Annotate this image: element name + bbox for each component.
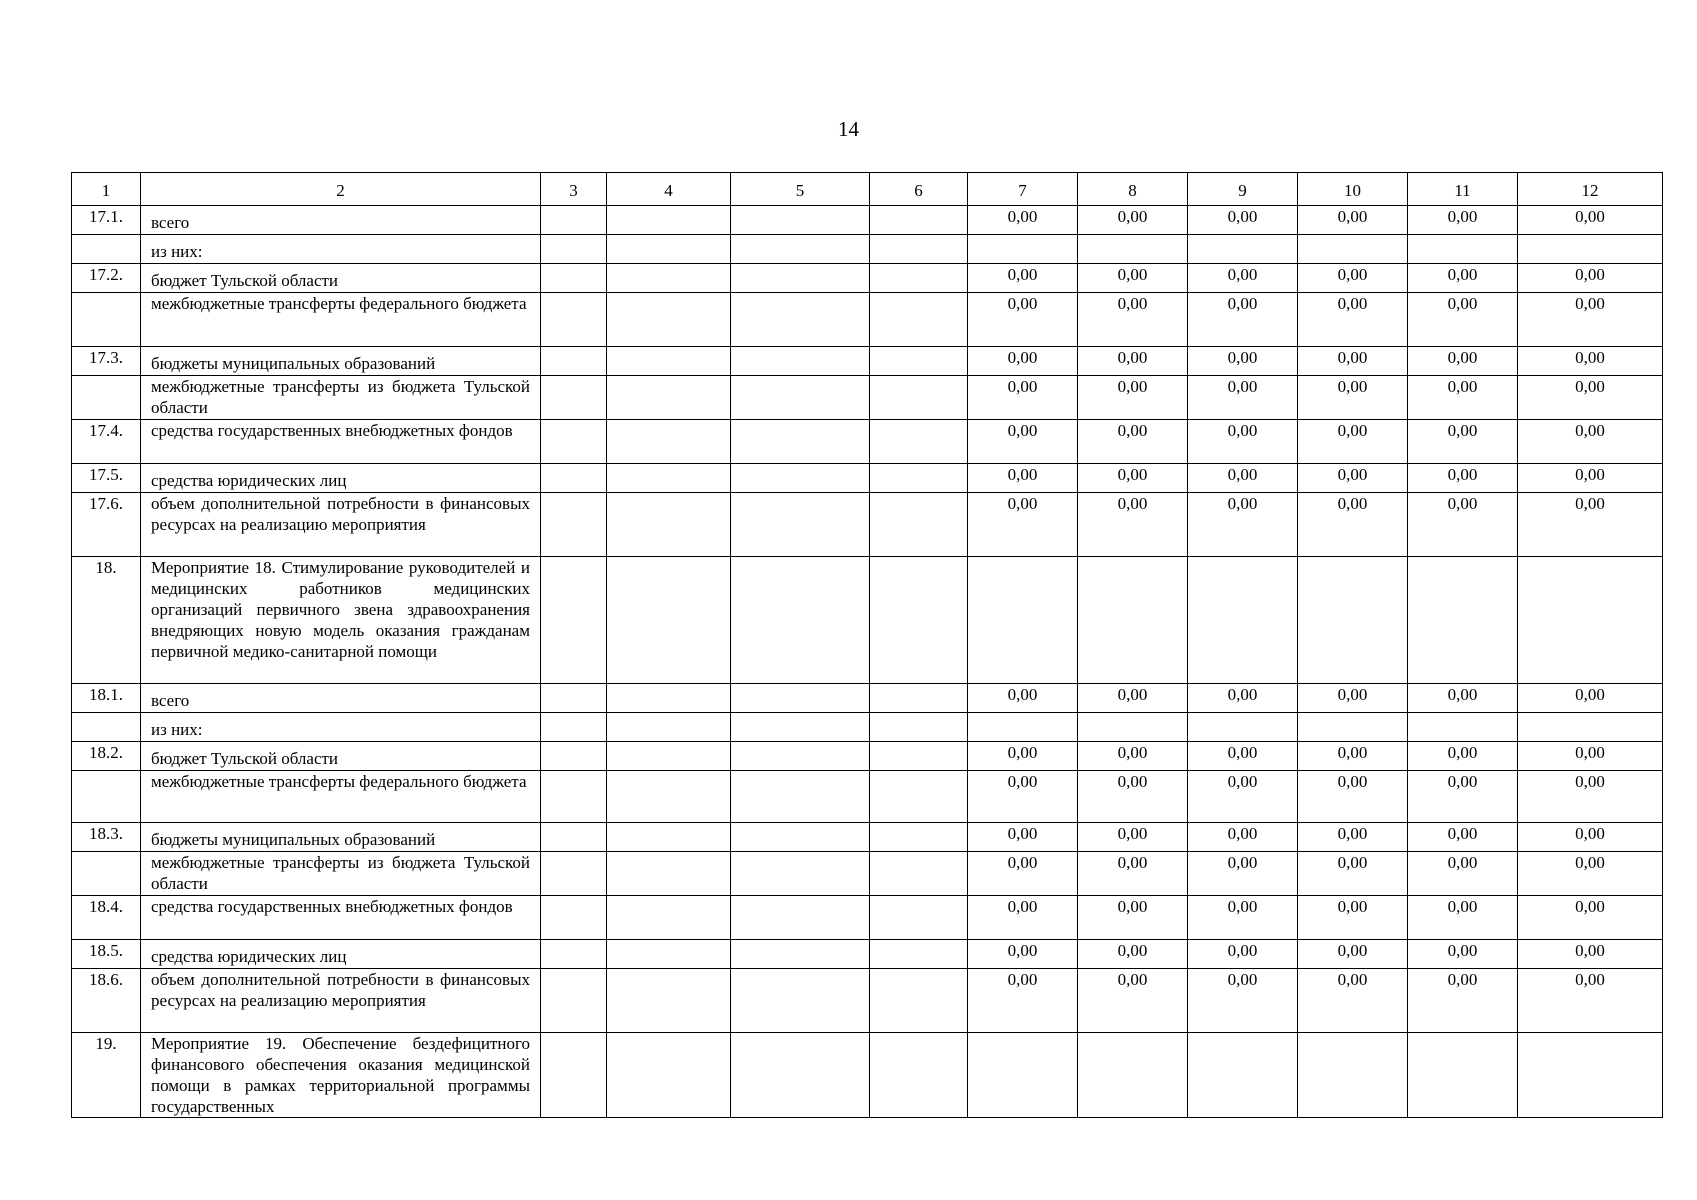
empty-cell bbox=[870, 742, 968, 771]
value-cell: 0,00 bbox=[968, 823, 1078, 852]
value-cell: 0,00 bbox=[1518, 206, 1663, 235]
empty-cell bbox=[607, 235, 731, 264]
value-cell: 0,00 bbox=[1078, 969, 1188, 1033]
value-cell bbox=[968, 235, 1078, 264]
value-cell bbox=[1408, 557, 1518, 684]
empty-cell bbox=[731, 684, 870, 713]
value-cell: 0,00 bbox=[1188, 852, 1298, 896]
value-cell bbox=[1188, 235, 1298, 264]
empty-cell bbox=[607, 852, 731, 896]
table-row bbox=[72, 713, 1663, 742]
value-cell: 0,00 bbox=[1298, 771, 1408, 823]
empty-cell bbox=[731, 264, 870, 293]
empty-cell bbox=[607, 969, 731, 1033]
value-cell: 0,00 bbox=[968, 264, 1078, 293]
header-cell: 1 bbox=[72, 173, 141, 206]
value-cell: 0,00 bbox=[1078, 264, 1188, 293]
value-cell: 0,00 bbox=[1408, 940, 1518, 969]
row-number bbox=[72, 235, 141, 264]
value-cell bbox=[1078, 235, 1188, 264]
empty-cell bbox=[731, 896, 870, 940]
header-cell: 11 bbox=[1408, 173, 1518, 206]
value-cell: 0,00 bbox=[1188, 940, 1298, 969]
empty-cell bbox=[731, 347, 870, 376]
value-cell: 0,00 bbox=[1188, 264, 1298, 293]
table-row bbox=[72, 742, 1663, 771]
value-cell bbox=[1408, 1033, 1518, 1118]
value-cell: 0,00 bbox=[1298, 493, 1408, 557]
value-cell bbox=[1078, 713, 1188, 742]
row-number: 17.5. bbox=[72, 464, 141, 493]
value-cell: 0,00 bbox=[1078, 852, 1188, 896]
row-description: средства юридических лиц bbox=[141, 940, 541, 969]
value-cell: 0,00 bbox=[1518, 264, 1663, 293]
value-cell: 0,00 bbox=[1298, 852, 1408, 896]
value-cell bbox=[1518, 713, 1663, 742]
empty-cell bbox=[541, 969, 607, 1033]
empty-cell bbox=[870, 713, 968, 742]
empty-cell bbox=[541, 293, 607, 347]
value-cell: 0,00 bbox=[1188, 464, 1298, 493]
value-cell: 0,00 bbox=[1408, 293, 1518, 347]
row-description: бюджеты муниципальных образований bbox=[141, 823, 541, 852]
empty-cell bbox=[607, 823, 731, 852]
value-cell: 0,00 bbox=[968, 684, 1078, 713]
row-number: 18. bbox=[72, 557, 141, 684]
empty-cell bbox=[541, 557, 607, 684]
value-cell: 0,00 bbox=[1078, 464, 1188, 493]
empty-cell bbox=[607, 684, 731, 713]
value-cell: 0,00 bbox=[968, 896, 1078, 940]
row-description: средства юридических лиц bbox=[141, 464, 541, 493]
empty-cell bbox=[870, 347, 968, 376]
row-description: межбюджетные трансферты федерального бюджета bbox=[141, 771, 541, 823]
value-cell: 0,00 bbox=[1298, 969, 1408, 1033]
row-description: Мероприятие 19. Обеспечение бездефицитного финансового обеспечения оказания медицинской помощи в рамках территориальной программы государственных bbox=[141, 1033, 541, 1118]
value-cell: 0,00 bbox=[1188, 206, 1298, 235]
header-cell: 2 bbox=[141, 173, 541, 206]
header-cell: 7 bbox=[968, 173, 1078, 206]
row-description: бюджеты муниципальных образований bbox=[141, 347, 541, 376]
table-row bbox=[72, 852, 1663, 896]
empty-cell bbox=[731, 823, 870, 852]
value-cell bbox=[1298, 713, 1408, 742]
row-description: из них: bbox=[141, 713, 541, 742]
header-cell: 8 bbox=[1078, 173, 1188, 206]
row-description: средства государственных внебюджетных фондов bbox=[141, 420, 541, 464]
value-cell: 0,00 bbox=[1078, 493, 1188, 557]
table-body bbox=[72, 173, 1663, 1118]
value-cell: 0,00 bbox=[1408, 420, 1518, 464]
empty-cell bbox=[541, 771, 607, 823]
row-description: межбюджетные трансферты из бюджета Тульской области bbox=[141, 852, 541, 896]
empty-cell bbox=[731, 464, 870, 493]
table-row bbox=[72, 684, 1663, 713]
empty-cell bbox=[541, 1033, 607, 1118]
value-cell: 0,00 bbox=[1188, 742, 1298, 771]
row-number: 17.3. bbox=[72, 347, 141, 376]
table-row bbox=[72, 940, 1663, 969]
empty-cell bbox=[541, 347, 607, 376]
value-cell: 0,00 bbox=[1518, 823, 1663, 852]
empty-cell bbox=[607, 771, 731, 823]
row-description: Мероприятие 18. Стимулирование руководителей и медицинских работников медицинских организаций первичного звена здравоохранения внедряющих новую модель оказания гражданам первичной медико-санитарной помощи bbox=[141, 557, 541, 684]
row-number: 17.6. bbox=[72, 493, 141, 557]
value-cell: 0,00 bbox=[1408, 376, 1518, 420]
value-cell: 0,00 bbox=[968, 293, 1078, 347]
value-cell: 0,00 bbox=[1298, 823, 1408, 852]
empty-cell bbox=[731, 742, 870, 771]
value-cell: 0,00 bbox=[1188, 969, 1298, 1033]
value-cell: 0,00 bbox=[1298, 896, 1408, 940]
value-cell: 0,00 bbox=[1408, 464, 1518, 493]
table-row bbox=[72, 206, 1663, 235]
empty-cell bbox=[870, 464, 968, 493]
empty-cell bbox=[541, 823, 607, 852]
value-cell bbox=[1408, 713, 1518, 742]
empty-cell bbox=[731, 557, 870, 684]
value-cell: 0,00 bbox=[1408, 347, 1518, 376]
empty-cell bbox=[731, 420, 870, 464]
empty-cell bbox=[870, 420, 968, 464]
empty-cell bbox=[870, 493, 968, 557]
empty-cell bbox=[607, 347, 731, 376]
empty-cell bbox=[541, 713, 607, 742]
value-cell: 0,00 bbox=[1298, 264, 1408, 293]
value-cell: 0,00 bbox=[968, 376, 1078, 420]
empty-cell bbox=[607, 420, 731, 464]
empty-cell bbox=[731, 713, 870, 742]
header-cell: 10 bbox=[1298, 173, 1408, 206]
table-row bbox=[72, 464, 1663, 493]
value-cell: 0,00 bbox=[968, 206, 1078, 235]
empty-cell bbox=[541, 684, 607, 713]
value-cell: 0,00 bbox=[1408, 823, 1518, 852]
row-description: объем дополнительной потребности в финансовых ресурсах на реализацию мероприятия bbox=[141, 493, 541, 557]
empty-cell bbox=[731, 1033, 870, 1118]
empty-cell bbox=[607, 493, 731, 557]
value-cell: 0,00 bbox=[1298, 742, 1408, 771]
empty-cell bbox=[607, 376, 731, 420]
row-number: 17.4. bbox=[72, 420, 141, 464]
table-row bbox=[72, 264, 1663, 293]
empty-cell bbox=[607, 940, 731, 969]
header-cell: 5 bbox=[731, 173, 870, 206]
empty-cell bbox=[607, 742, 731, 771]
row-number: 18.3. bbox=[72, 823, 141, 852]
row-number: 18.1. bbox=[72, 684, 141, 713]
page-number: 14 bbox=[838, 117, 859, 141]
value-cell: 0,00 bbox=[1078, 823, 1188, 852]
empty-cell bbox=[870, 969, 968, 1033]
empty-cell bbox=[607, 264, 731, 293]
value-cell: 0,00 bbox=[1298, 464, 1408, 493]
value-cell: 0,00 bbox=[968, 464, 1078, 493]
empty-cell bbox=[870, 823, 968, 852]
value-cell: 0,00 bbox=[1298, 684, 1408, 713]
value-cell: 0,00 bbox=[1518, 852, 1663, 896]
row-number bbox=[72, 852, 141, 896]
value-cell bbox=[968, 713, 1078, 742]
row-number: 17.2. bbox=[72, 264, 141, 293]
empty-cell bbox=[607, 293, 731, 347]
empty-cell bbox=[731, 771, 870, 823]
value-cell: 0,00 bbox=[1408, 684, 1518, 713]
empty-cell bbox=[870, 684, 968, 713]
value-cell: 0,00 bbox=[1518, 493, 1663, 557]
value-cell: 0,00 bbox=[1188, 493, 1298, 557]
empty-cell bbox=[541, 376, 607, 420]
value-cell: 0,00 bbox=[1518, 684, 1663, 713]
empty-cell bbox=[607, 206, 731, 235]
value-cell: 0,00 bbox=[1078, 376, 1188, 420]
empty-cell bbox=[541, 493, 607, 557]
value-cell bbox=[1518, 235, 1663, 264]
empty-cell bbox=[870, 557, 968, 684]
value-cell: 0,00 bbox=[1298, 206, 1408, 235]
value-cell: 0,00 bbox=[1188, 347, 1298, 376]
empty-cell bbox=[870, 852, 968, 896]
value-cell bbox=[1298, 235, 1408, 264]
value-cell: 0,00 bbox=[1188, 771, 1298, 823]
value-cell: 0,00 bbox=[1188, 293, 1298, 347]
value-cell: 0,00 bbox=[1518, 742, 1663, 771]
row-description: из них: bbox=[141, 235, 541, 264]
value-cell: 0,00 bbox=[1408, 969, 1518, 1033]
value-cell: 0,00 bbox=[968, 420, 1078, 464]
table-row bbox=[72, 420, 1663, 464]
header-row bbox=[72, 173, 1663, 206]
empty-cell bbox=[541, 742, 607, 771]
value-cell: 0,00 bbox=[1408, 493, 1518, 557]
row-description: всего bbox=[141, 684, 541, 713]
empty-cell bbox=[870, 771, 968, 823]
row-number: 18.2. bbox=[72, 742, 141, 771]
empty-cell bbox=[541, 940, 607, 969]
empty-cell bbox=[731, 235, 870, 264]
value-cell: 0,00 bbox=[1518, 347, 1663, 376]
value-cell: 0,00 bbox=[1518, 969, 1663, 1033]
empty-cell bbox=[731, 376, 870, 420]
value-cell: 0,00 bbox=[1078, 742, 1188, 771]
value-cell bbox=[1298, 557, 1408, 684]
empty-cell bbox=[870, 206, 968, 235]
empty-cell bbox=[731, 969, 870, 1033]
table-row bbox=[72, 896, 1663, 940]
empty-cell bbox=[541, 206, 607, 235]
table-row bbox=[72, 293, 1663, 347]
value-cell bbox=[1188, 557, 1298, 684]
row-number bbox=[72, 376, 141, 420]
empty-cell bbox=[607, 896, 731, 940]
empty-cell bbox=[607, 713, 731, 742]
value-cell: 0,00 bbox=[1078, 684, 1188, 713]
value-cell: 0,00 bbox=[968, 940, 1078, 969]
value-cell: 0,00 bbox=[1188, 823, 1298, 852]
row-number bbox=[72, 771, 141, 823]
value-cell bbox=[1518, 557, 1663, 684]
value-cell: 0,00 bbox=[1078, 293, 1188, 347]
empty-cell bbox=[731, 940, 870, 969]
value-cell bbox=[968, 1033, 1078, 1118]
value-cell: 0,00 bbox=[1518, 376, 1663, 420]
empty-cell bbox=[870, 940, 968, 969]
value-cell: 0,00 bbox=[1408, 264, 1518, 293]
row-number: 18.6. bbox=[72, 969, 141, 1033]
empty-cell bbox=[731, 852, 870, 896]
empty-cell bbox=[731, 206, 870, 235]
value-cell bbox=[1188, 1033, 1298, 1118]
value-cell: 0,00 bbox=[968, 493, 1078, 557]
value-cell: 0,00 bbox=[1188, 684, 1298, 713]
value-cell: 0,00 bbox=[1408, 896, 1518, 940]
value-cell: 0,00 bbox=[1078, 940, 1188, 969]
empty-cell bbox=[541, 896, 607, 940]
value-cell: 0,00 bbox=[1078, 206, 1188, 235]
row-number: 18.5. bbox=[72, 940, 141, 969]
value-cell: 0,00 bbox=[1518, 293, 1663, 347]
empty-cell bbox=[607, 464, 731, 493]
empty-cell bbox=[541, 235, 607, 264]
value-cell: 0,00 bbox=[968, 742, 1078, 771]
value-cell: 0,00 bbox=[1298, 940, 1408, 969]
empty-cell bbox=[607, 557, 731, 684]
row-description: бюджет Тульской области bbox=[141, 264, 541, 293]
table-row bbox=[72, 771, 1663, 823]
empty-cell bbox=[541, 852, 607, 896]
table-row bbox=[72, 823, 1663, 852]
header-cell: 3 bbox=[541, 173, 607, 206]
budget-table bbox=[71, 172, 1663, 1118]
value-cell bbox=[968, 557, 1078, 684]
value-cell: 0,00 bbox=[1078, 347, 1188, 376]
table-row bbox=[72, 347, 1663, 376]
empty-cell bbox=[870, 896, 968, 940]
value-cell: 0,00 bbox=[1188, 376, 1298, 420]
empty-cell bbox=[541, 264, 607, 293]
value-cell bbox=[1408, 235, 1518, 264]
value-cell: 0,00 bbox=[1298, 293, 1408, 347]
value-cell: 0,00 bbox=[1078, 420, 1188, 464]
row-number: 19. bbox=[72, 1033, 141, 1118]
row-number: 17.1. bbox=[72, 206, 141, 235]
empty-cell bbox=[870, 235, 968, 264]
row-description: бюджет Тульской области bbox=[141, 742, 541, 771]
value-cell: 0,00 bbox=[1298, 347, 1408, 376]
table-row bbox=[72, 969, 1663, 1033]
header-cell: 6 bbox=[870, 173, 968, 206]
value-cell: 0,00 bbox=[1518, 771, 1663, 823]
value-cell: 0,00 bbox=[1518, 420, 1663, 464]
value-cell: 0,00 bbox=[1078, 896, 1188, 940]
empty-cell bbox=[870, 1033, 968, 1118]
value-cell: 0,00 bbox=[968, 969, 1078, 1033]
value-cell: 0,00 bbox=[1518, 940, 1663, 969]
value-cell bbox=[1188, 713, 1298, 742]
value-cell: 0,00 bbox=[1188, 896, 1298, 940]
value-cell: 0,00 bbox=[1518, 464, 1663, 493]
row-description: межбюджетные трансферты из бюджета Тульской области bbox=[141, 376, 541, 420]
empty-cell bbox=[541, 464, 607, 493]
header-cell: 9 bbox=[1188, 173, 1298, 206]
value-cell: 0,00 bbox=[968, 347, 1078, 376]
row-number: 18.4. bbox=[72, 896, 141, 940]
row-number bbox=[72, 713, 141, 742]
table-row bbox=[72, 376, 1663, 420]
value-cell bbox=[1078, 557, 1188, 684]
value-cell bbox=[1518, 1033, 1663, 1118]
header-cell: 12 bbox=[1518, 173, 1663, 206]
empty-cell bbox=[870, 264, 968, 293]
value-cell: 0,00 bbox=[1078, 771, 1188, 823]
row-number bbox=[72, 293, 141, 347]
header-cell: 4 bbox=[607, 173, 731, 206]
empty-cell bbox=[731, 293, 870, 347]
value-cell: 0,00 bbox=[1408, 742, 1518, 771]
row-description: объем дополнительной потребности в финансовых ресурсах на реализацию мероприятия bbox=[141, 969, 541, 1033]
value-cell: 0,00 bbox=[968, 771, 1078, 823]
empty-cell bbox=[870, 293, 968, 347]
value-cell: 0,00 bbox=[1408, 771, 1518, 823]
value-cell bbox=[1078, 1033, 1188, 1118]
value-cell: 0,00 bbox=[1408, 852, 1518, 896]
empty-cell bbox=[731, 493, 870, 557]
row-description: всего bbox=[141, 206, 541, 235]
table-row bbox=[72, 493, 1663, 557]
table-row bbox=[72, 1033, 1663, 1118]
value-cell: 0,00 bbox=[1298, 376, 1408, 420]
value-cell: 0,00 bbox=[1408, 206, 1518, 235]
empty-cell bbox=[541, 420, 607, 464]
row-description: межбюджетные трансферты федерального бюджета bbox=[141, 293, 541, 347]
value-cell: 0,00 bbox=[968, 852, 1078, 896]
value-cell: 0,00 bbox=[1188, 420, 1298, 464]
value-cell bbox=[1298, 1033, 1408, 1118]
empty-cell bbox=[607, 1033, 731, 1118]
table-row bbox=[72, 235, 1663, 264]
table-row bbox=[72, 557, 1663, 684]
empty-cell bbox=[870, 376, 968, 420]
row-description: средства государственных внебюджетных фондов bbox=[141, 896, 541, 940]
value-cell: 0,00 bbox=[1298, 420, 1408, 464]
value-cell: 0,00 bbox=[1518, 896, 1663, 940]
